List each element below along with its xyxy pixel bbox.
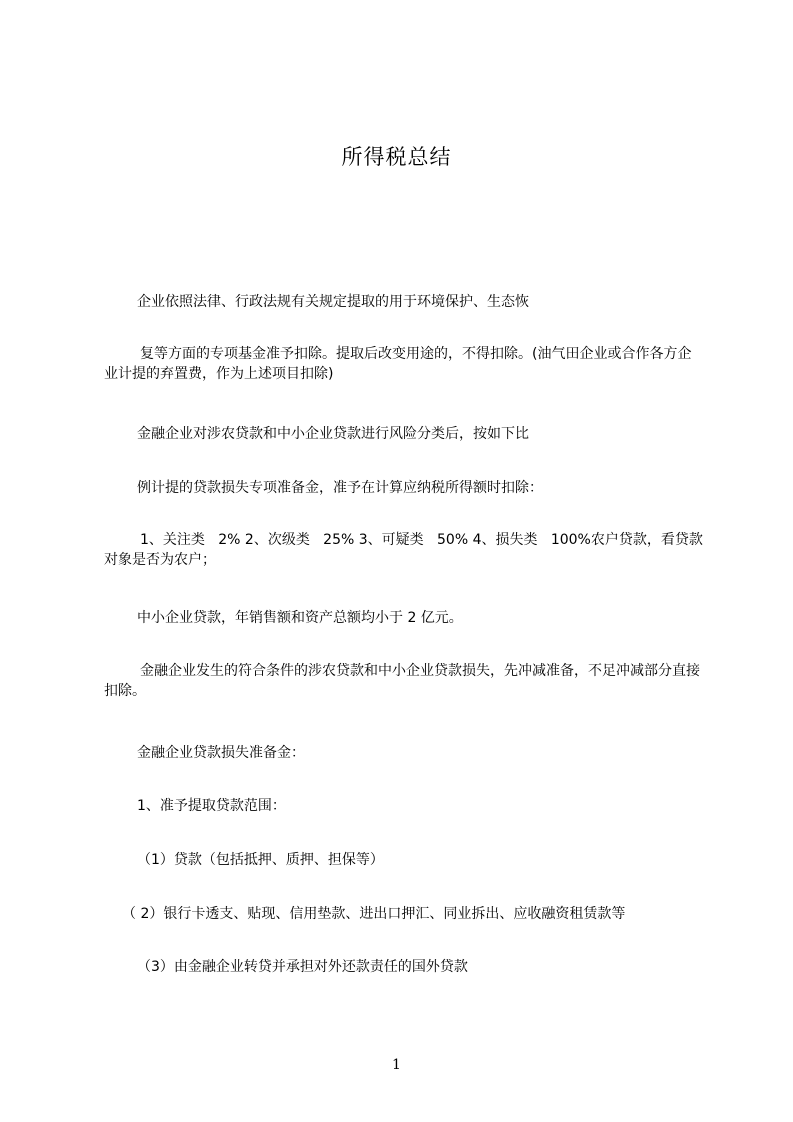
paragraph-loan-risk-1: 金融企业对涉农贷款和中小企业贷款进行风险分类后，按如下比: [137, 426, 529, 442]
paragraph-scope-item-3: （3）由金融企业转贷并承担对外还款责任的国外贷款: [137, 959, 468, 975]
paragraph-loan-categories: 1、关注类 2% 2、次级类 25% 3、可疑类 50% 4、损失类 100%农户贷款，看贷款对象是否为农户；: [104, 532, 703, 568]
paragraph-env-fund-1: 企业依照法律、行政法规有关规定提取的用于环境保护、生态恢: [137, 294, 529, 310]
paragraph-scope-heading: 1、准予提取贷款范围：: [137, 798, 286, 814]
paragraph-loan-loss: 金融企业发生的符合条件的涉农贷款和中小企业贷款损失，先冲减准备，不足冲减部分直接扣除。: [104, 663, 700, 699]
document-title: 所得税总结: [341, 145, 452, 169]
paragraph-scope-item-2: （ 2）银行卡透支、贴现、信用垫款、进出口押汇、同业拆出、应收融资租赁款等: [122, 906, 626, 922]
paragraph-sme-loan: 中小企业贷款，年销售额和资产总额均小于 2 亿元。: [137, 610, 463, 626]
paragraph-loan-risk-2: 例计提的贷款损失专项准备金，准予在计算应纳税所得额时扣除：: [137, 480, 543, 496]
paragraph-env-fund-2: 复等方面的专项基金准予扣除。提取后改变用途的，不得扣除。(油气田企业或合作各方企业计提的弃置费，作为上述项目扣除): [104, 346, 692, 382]
paragraph-scope-item-1: （1）贷款（包括抵押、质押、担保等）: [137, 852, 384, 868]
page-number: 1: [392, 1057, 401, 1073]
paragraph-reserve-heading: 金融企业贷款损失准备金：: [137, 745, 305, 761]
